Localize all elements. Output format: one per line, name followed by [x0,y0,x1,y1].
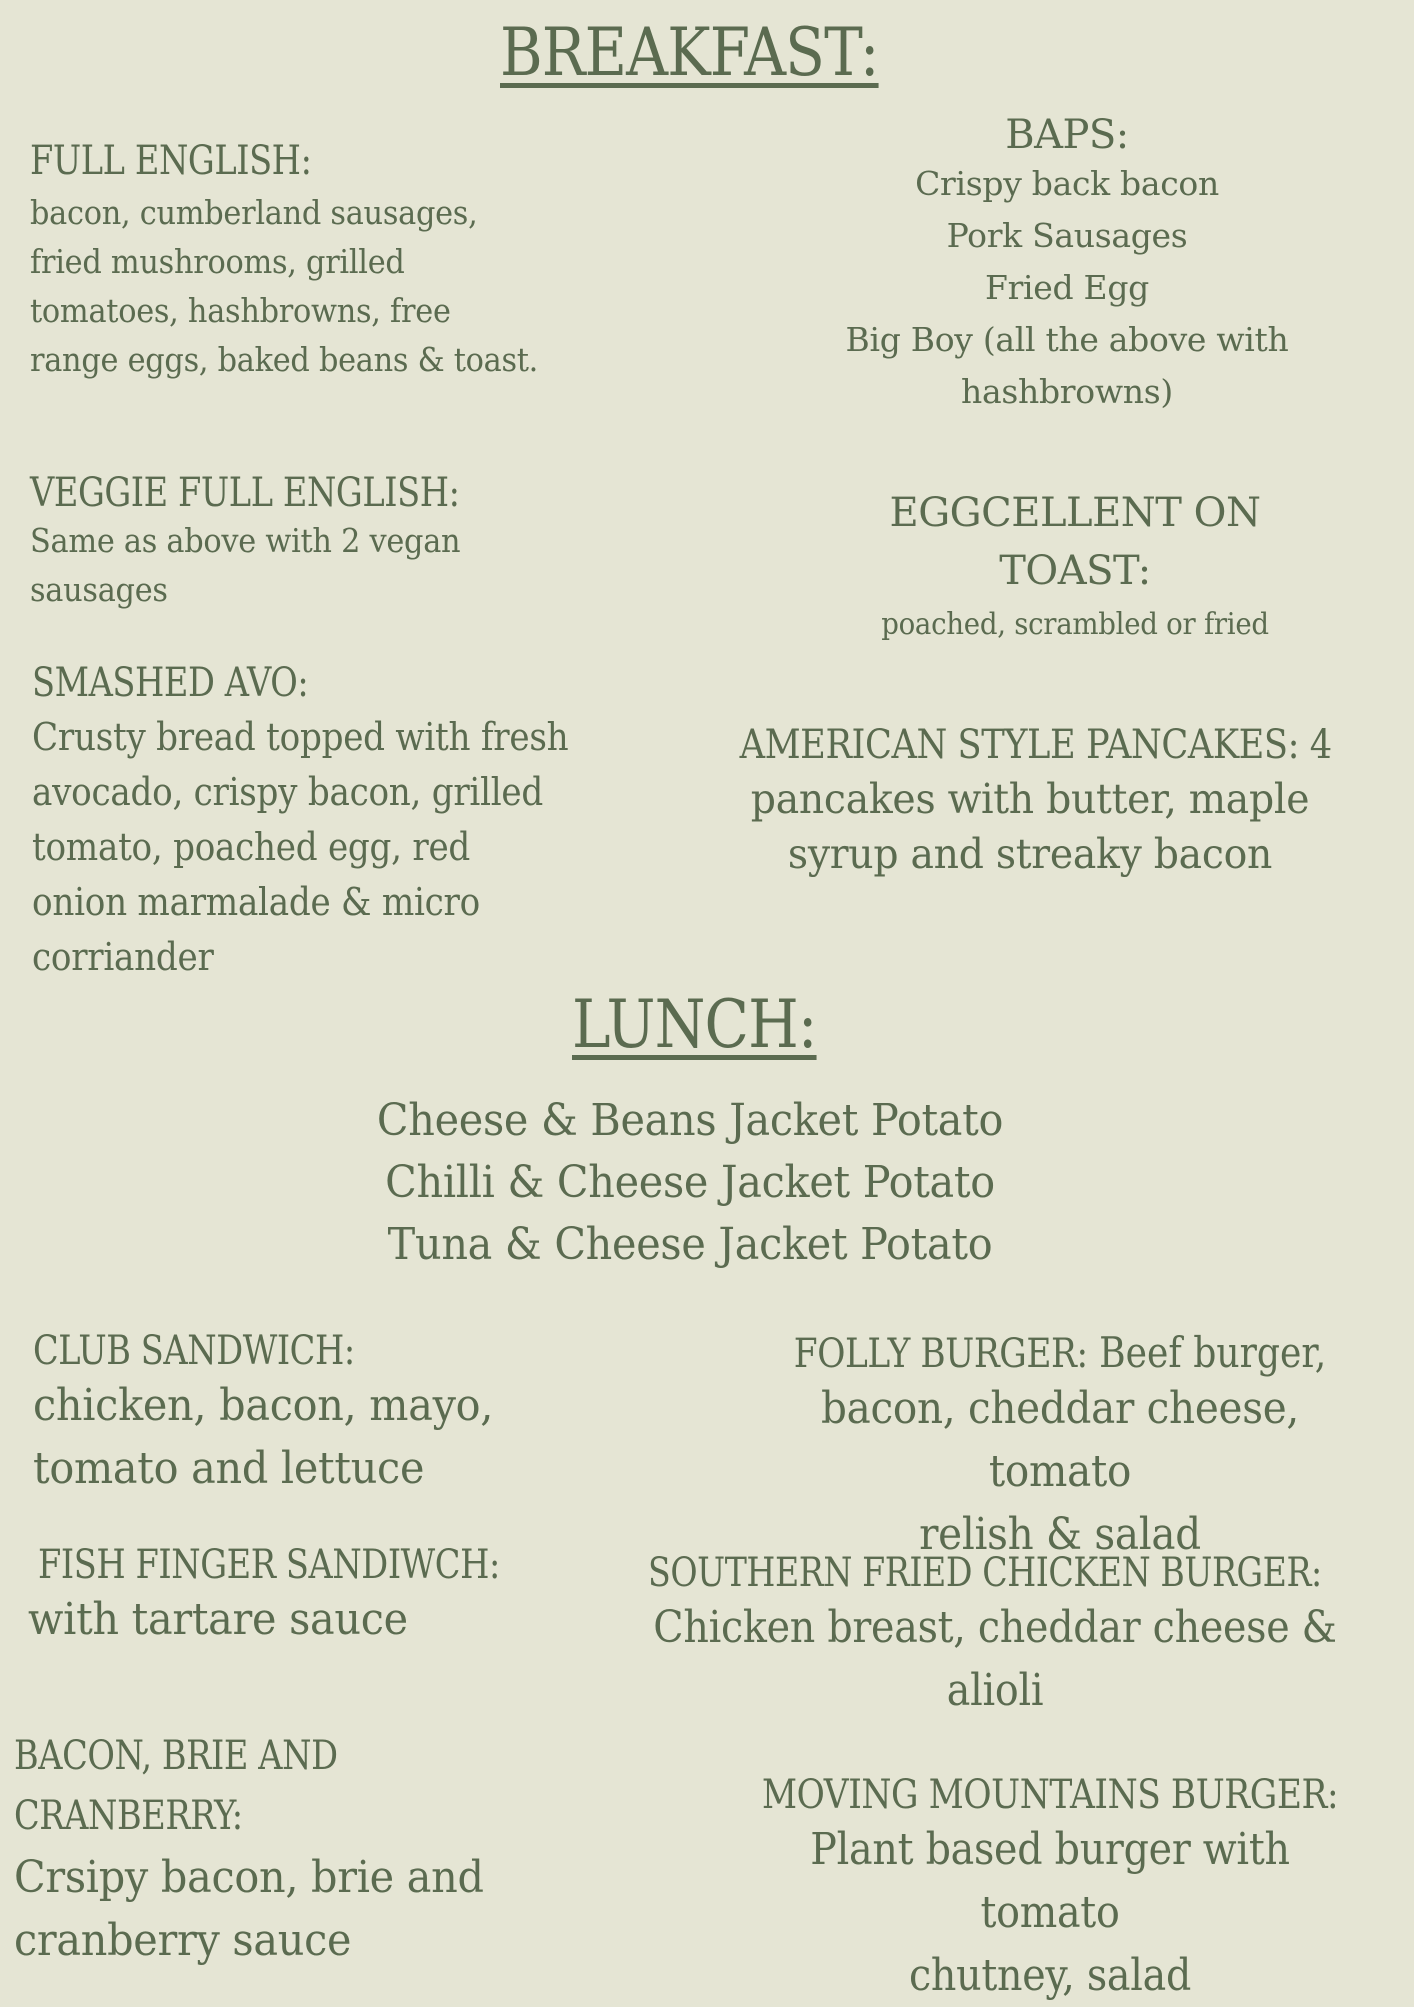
southern-fried-desc: Chicken breast, cheddar cheese & alioli [653,1602,1337,1716]
bacon-brie-title: BACON, BRIE AND CRANBERRY: [14,1733,338,1839]
jacket-potatoes-text: Cheese & Beans Jacket Potato Chilli & Cheese Jacket Potato Tuna & Cheese Jacket Potato [376,1095,1004,1270]
moving-mountains-title: MOVING MOUNTAINS BURGER: [761,1772,1339,1818]
club-sandwich-desc: chicken, bacon, mayo, tomato and lettuce [33,1380,494,1494]
southern-fried-item [648,1550,1414,1722]
pancakes-title: AMERICAN STYLE PANCAKES: 4 [739,722,1332,768]
fish-finger-item [28,1542,638,1651]
baps-item [800,112,1334,418]
smashed-avo-title: SMASHED AVO: [32,660,309,706]
full-english-title: FULL ENGLISH: [30,138,312,184]
southern-fried-title: SOUTHERN FRIED CHICKEN BURGER: [648,1550,1322,1596]
baps-title: BAPS: [1005,112,1129,158]
club-sandwich-item [33,1328,593,1500]
bacon-brie-desc: Crsipy bacon, brie and cranberry sauce [14,1852,484,1966]
pancakes-item [700,722,1360,882]
veggie-full-english-item [30,470,570,614]
eggcellent-item [825,484,1325,649]
full-english-desc: bacon, cumberland sausages, fried mushrooms, grilled tomatoes, hashbrowns, free range eggs, baked beans & toast. [30,193,539,379]
jacket-potatoes-list [330,1090,1050,1276]
eggcellent-title: EGGCELLENT ON TOAST: [889,490,1261,594]
eggcellent-desc: poached, scrambled or fried [881,607,1269,642]
fish-finger-desc: with tartare sauce [28,1594,408,1645]
full-english-item [30,138,590,384]
folly-burger-title: FOLLY BURGER: [793,1331,1088,1377]
lunch-heading: LUNCH: [572,986,817,1063]
bacon-brie-item [14,1726,614,1972]
folly-burger-item [720,1328,1400,1566]
moving-mountains-item [700,1772,1400,2007]
fish-finger-title: FISH FINGER SANDIWCH: [38,1542,500,1588]
veggie-full-english-title: VEGGIE FULL ENGLISH: [30,470,460,516]
pancakes-desc: pancakes with butter, maple syrup and streaky bacon [750,775,1310,878]
veggie-full-english-desc: Same as above with 2 vegan sausages [30,521,461,609]
folly-burger-title-line [768,1328,1353,1377]
smashed-avo-desc: Crusty bread topped with fresh avocado, crispy bacon, grilled tomato, poached egg, red onion marmalade & micro corriander [32,715,569,979]
folly-burger-desc: bacon, cheddar cheese, tomato relish & salad [821,1383,1299,1560]
breakfast-heading: BREAKFAST: [500,14,879,91]
club-sandwich-title: CLUB SANDWICH: [33,1328,355,1374]
smashed-avo-item [32,660,652,985]
moving-mountains-desc: Plant based burger with tomato chutney, salad [810,1824,1290,2001]
baps-desc: Crispy back bacon Pork Sausages Fried Egg Big Boy (all the above with hashbrowns) [845,164,1289,411]
folly-burger-desc-inline: Beef burger, [1087,1328,1327,1377]
